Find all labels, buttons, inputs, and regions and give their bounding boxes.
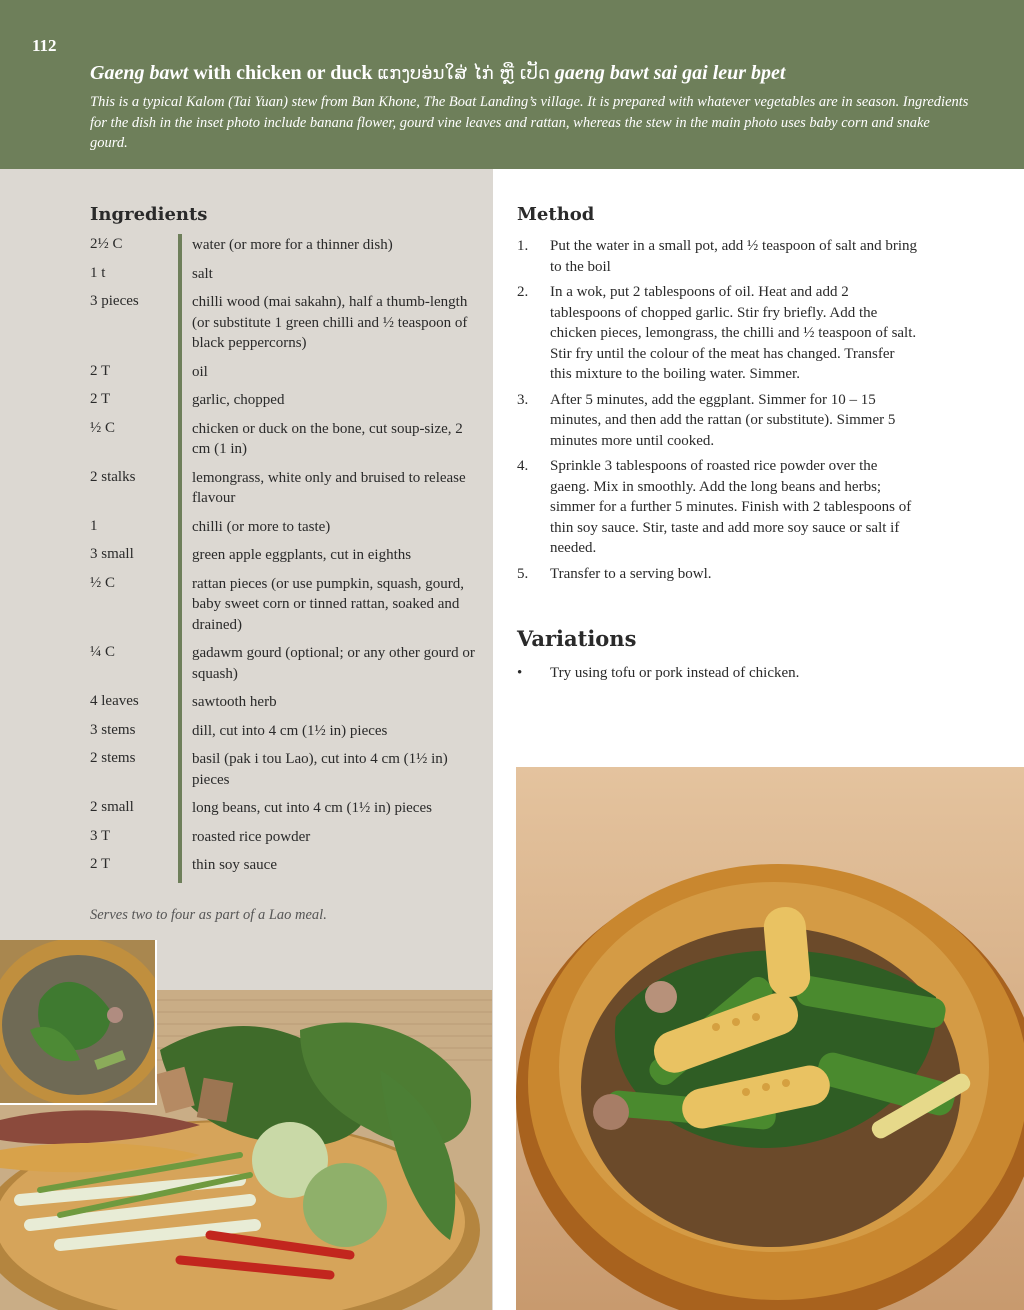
ingredient-description: green apple eggplants, cut in eighths <box>178 544 480 573</box>
method-step-text: Put the water in a small pot, add ½ teaspoon of salt and bring to the boil <box>550 238 918 275</box>
title-lao-script: ແກງບອ່ນໃສ່ ໄກ່ ຫຼື ເປັດ <box>377 63 550 84</box>
method-step-text: Sprinkle 3 tablespoons of roasted rice powder over the gaeng. Mix in smoothly. Add the long beans and herbs; simmer for a further 5 minutes. Finish with 2 tablespoons of thin soy sauce. Stir, taste and add more soy sauce or salt if needed. <box>550 458 912 556</box>
ingredient-quantity: ½ C <box>90 574 116 591</box>
bullet-icon: • <box>517 665 523 681</box>
ingredient-description: thin soy sauce <box>178 854 480 883</box>
method-step <box>517 564 917 585</box>
ingredient-quantity: 3 small <box>90 546 134 562</box>
header-band <box>0 0 1024 169</box>
intro-paragraph: This is a typical Kalom (Tai Yuan) stew from Ban Khone, The Boat Landing’s village. It is prepared with whatever vegetables are in season. Ingredients for the dish in the inset photo include banana flower, gourd vine leaves and rattan, whereas the stew in the main photo uses baby corn and snake gourd. <box>90 94 969 151</box>
ingredient-description: water (or more for a thinner dish) <box>178 234 480 263</box>
ingredient-quantity: ¼ C <box>90 644 116 660</box>
ingredient-description: sawtooth herb <box>178 691 480 720</box>
ingredient-row <box>90 797 480 826</box>
ingredient-quantity: 2 stems <box>90 750 136 766</box>
ingredient-row <box>90 573 480 643</box>
ingredient-row <box>90 291 480 361</box>
method-step-number: 4. <box>517 458 529 474</box>
ingredient-description: lemongrass, white only and bruised to release flavour <box>178 467 480 516</box>
ingredient-quantity: 3 T <box>90 827 111 844</box>
ingredient-row <box>90 642 480 691</box>
method-step-number: 3. <box>517 391 529 408</box>
title-part-1: Gaeng bawt <box>90 62 189 84</box>
ingredients-heading: Ingredients <box>90 204 208 225</box>
ingredient-quantity: 4 leaves <box>90 693 139 709</box>
ingredient-quantity: 3 pieces <box>90 293 139 309</box>
ingredient-description: dill, cut into 4 cm (1½ in) pieces <box>178 720 480 749</box>
ingredient-row <box>90 234 480 263</box>
ingredient-quantity: 2 small <box>90 799 134 815</box>
ingredient-row <box>90 263 480 292</box>
method-step-text: After 5 minutes, add the eggplant. Simmer for 10 – 15 minutes, and then add the rattan (or substitute). Simmer 5 minutes more until cooked. <box>550 391 896 449</box>
ingredient-row <box>90 544 480 573</box>
ingredient-description: basil (pak i tou Lao), cut into 4 cm (1½ in) pieces <box>178 748 480 797</box>
ingredient-description: chicken or duck on the bone, cut soup-size, 2 cm (1 in) <box>178 418 480 467</box>
ingredient-description: salt <box>178 263 480 292</box>
ingredient-description: roasted rice powder <box>178 826 480 855</box>
ingredient-description: chilli (or more to taste) <box>178 516 480 545</box>
method-step <box>517 282 917 385</box>
inset-stew-photo <box>0 940 157 1105</box>
method-steps <box>517 236 917 589</box>
method-step <box>517 236 917 277</box>
method-step-text: In a wok, put 2 tablespoons of oil. Heat and add 2 tablespoons of chopped garlic. Stir fry briefly. Add the chicken pieces, lemongrass, the chilli and ½ teaspoon of salt. Stir fry until the colour of the meat has changed. Transfer this mixture to the boiling water. Simmer. <box>550 284 917 382</box>
recipe-title <box>90 62 1000 85</box>
ingredient-description: rattan pieces (or use pumpkin, squash, gourd, baby sweet corn or tinned rattan, soaked and drained) <box>178 573 480 643</box>
ingredient-row <box>90 691 480 720</box>
ingredient-row <box>90 854 480 883</box>
page-number: 112 <box>32 36 57 55</box>
ingredients-list <box>90 234 480 883</box>
ingredient-description: long beans, cut into 4 cm (1½ in) pieces <box>178 797 480 826</box>
ingredient-row <box>90 748 480 797</box>
ingredient-description: garlic, chopped <box>178 389 480 418</box>
method-step <box>517 390 917 452</box>
ingredient-row <box>90 389 480 418</box>
ingredient-row <box>90 467 480 516</box>
ingredient-row <box>90 720 480 749</box>
ingredient-quantity: 2 stalks <box>90 468 136 485</box>
ingredient-quantity: 2 T <box>90 856 111 872</box>
method-heading: Method <box>517 204 595 225</box>
ingredient-quantity: 2½ C <box>90 236 123 252</box>
ingredient-row <box>90 418 480 467</box>
ingredient-description: oil <box>178 361 480 390</box>
variation-text: Try using tofu or pork instead of chicken. <box>550 665 800 681</box>
ingredient-quantity: 1 <box>90 517 98 534</box>
method-step-number: 1. <box>517 238 529 254</box>
ingredient-quantity: 2 T <box>90 362 111 379</box>
ingredient-quantity: ½ C <box>90 419 116 436</box>
variations-list <box>517 663 917 684</box>
variations-heading: Variations <box>517 626 637 651</box>
method-step <box>517 456 917 559</box>
title-part-3: gaeng bawt sai gai leur bpet <box>549 62 786 84</box>
method-step-text: Transfer to a serving bowl. <box>550 565 712 582</box>
ingredient-quantity: 2 T <box>90 391 111 407</box>
ingredient-quantity: 3 stems <box>90 721 136 738</box>
method-step-number: 5. <box>517 565 529 582</box>
ingredient-quantity: 1 t <box>90 264 106 281</box>
ingredient-row <box>90 826 480 855</box>
ingredient-row <box>90 516 480 545</box>
main-stew-photo <box>516 767 1024 1310</box>
variation-item <box>517 663 917 684</box>
serves-note: Serves two to four as part of a Lao meal. <box>90 907 327 923</box>
method-step-number: 2. <box>517 284 529 300</box>
title-part-2: with chicken or duck <box>188 62 378 84</box>
ingredient-row <box>90 361 480 390</box>
ingredient-description: chilli wood (mai sakahn), half a thumb-length (or substitute 1 green chilli and ½ teaspoon of black peppercorns) <box>178 291 480 361</box>
ingredient-description: gadawm gourd (optional; or any other gourd or squash) <box>178 642 480 691</box>
